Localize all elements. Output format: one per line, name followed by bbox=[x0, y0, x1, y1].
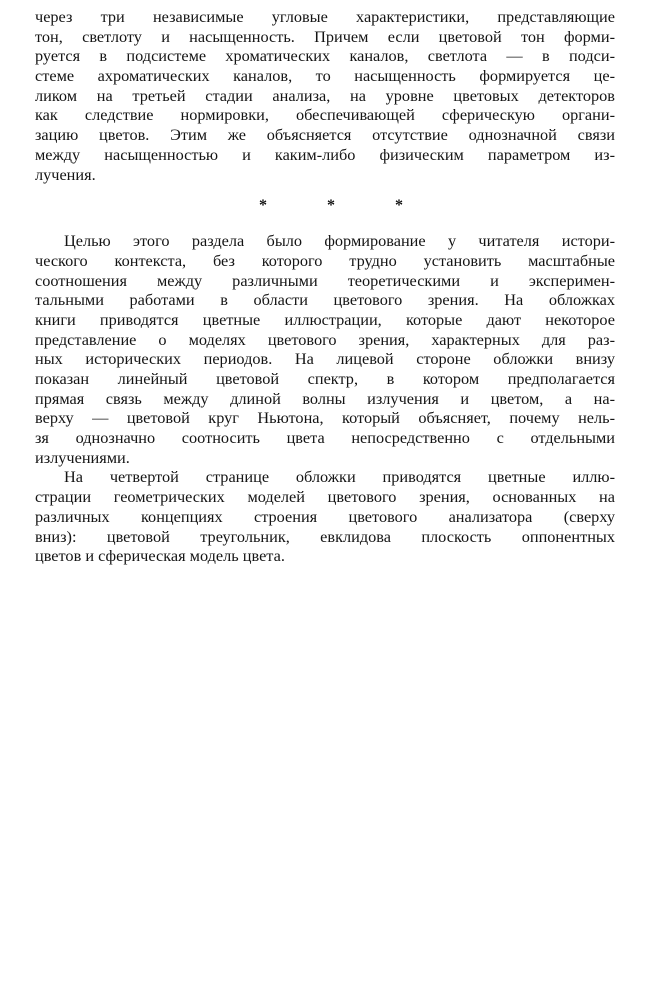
text-line: представление о моделях цветового зрения, характерных для раз- bbox=[35, 329, 615, 349]
text-line: различных концепциях строения цветового анализатора (сверху bbox=[35, 506, 615, 526]
text-line: руется в подсистеме хроматических каналов, светлота — в подси- bbox=[35, 46, 615, 66]
page-text bbox=[35, 7, 615, 566]
text-line: Целью этого раздела было формирование у читателя истори- bbox=[64, 231, 615, 251]
text-line: между насыщенностью и каким-либо физическим параметром из- bbox=[35, 144, 615, 164]
text-line: ликом на третьей стадии анализа, на уровне цветовых детекторов bbox=[35, 85, 615, 105]
section-separator: * * * bbox=[259, 197, 431, 215]
text-line: книги приводятся цветные иллюстрации, которые дают некоторое bbox=[35, 309, 615, 329]
text-line: тальными работами в области цветового зрения. На обложках bbox=[35, 290, 615, 310]
text-line: ных исторических периодов. На лицевой стороне обложки внизу bbox=[35, 349, 615, 369]
paragraph-1 bbox=[35, 7, 615, 184]
text-line: прямая связь между длиной волны излучения и цветом, а на- bbox=[35, 388, 615, 408]
text-line: На четвертой странице обложки приводятся цветные иллю- bbox=[64, 467, 615, 487]
text-line: стеме ахроматических каналов, то насыщенность формируется це- bbox=[35, 66, 615, 86]
text-line: лучения. bbox=[35, 164, 96, 184]
text-line: тон, светлоту и насыщенность. Причем если цветовой тон форми- bbox=[35, 26, 615, 46]
paragraph-3 bbox=[35, 467, 615, 565]
text-line: зя однозначно соотносить цвета непосредственно с отдельными bbox=[35, 428, 615, 448]
text-line: через три независимые угловые характеристики, представляющие bbox=[35, 7, 615, 26]
text-line: ческого контекста, без которого трудно установить масштабные bbox=[35, 250, 615, 270]
text-line: верху — цветовой круг Ньютона, который объясняет, почему нель- bbox=[35, 408, 615, 428]
text-line: показан линейный цветовой спектр, в котором предполагается bbox=[35, 369, 615, 388]
text-line: цветов и сферическая модель цвета. bbox=[35, 546, 285, 566]
text-line: страции геометрических моделей цветового зрения, основанных на bbox=[35, 487, 615, 507]
text-line: вниз): цветовой треугольник, евклидова плоскость оппонентных bbox=[35, 526, 615, 546]
paragraph-2 bbox=[35, 231, 615, 467]
text-line: соотношения между различными теоретическими и эксперимен- bbox=[35, 270, 615, 290]
text-line: излучениями. bbox=[35, 447, 130, 467]
text-line: зацию цветов. Этим же объясняется отсутствие однозначной связи bbox=[35, 125, 615, 145]
text-line: как следствие нормировки, обеспечивающей сферическую органи- bbox=[35, 105, 615, 125]
